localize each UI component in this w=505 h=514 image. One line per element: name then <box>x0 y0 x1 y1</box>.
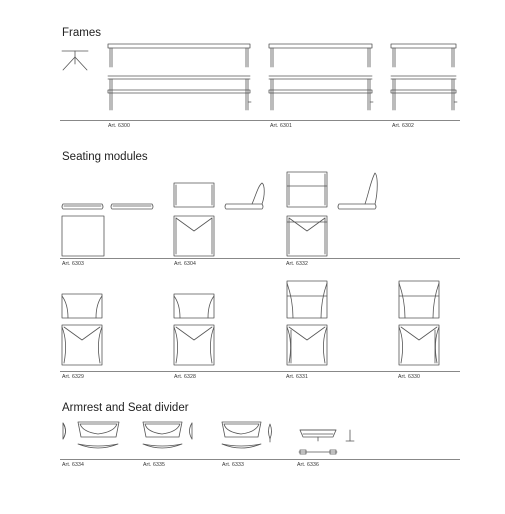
article-label-6330: Art. 6330 <box>398 374 420 380</box>
article-label-6304: Art. 6304 <box>174 261 196 267</box>
article-label-6300: Art. 6300 <box>108 123 130 129</box>
article-label-6331: Art. 6331 <box>286 374 308 380</box>
module-6303-drawing <box>62 204 153 256</box>
article-label-6328: Art. 6328 <box>174 374 196 380</box>
module-6329-drawing <box>62 294 102 365</box>
article-label-6333: Art. 6333 <box>222 462 244 468</box>
frame-6300-top-view-drawing <box>108 44 250 67</box>
frames-title: Frames <box>62 27 101 39</box>
article-label-6334: Art. 6334 <box>62 462 84 468</box>
article-label-6302: Art. 6302 <box>392 123 414 129</box>
seating-modules-title: Seating modules <box>62 151 148 163</box>
module-6332-drawing <box>287 172 377 256</box>
armrest-6335-drawing <box>143 422 192 448</box>
module-6331-drawing <box>287 281 327 365</box>
frame-6301-top-view-drawing <box>269 44 372 67</box>
armrest-6333-drawing <box>222 422 272 448</box>
frame-6300-side-view-drawing <box>108 76 251 110</box>
article-label-6336: Art. 6336 <box>297 462 319 468</box>
frame-6301-side-view-drawing <box>269 76 373 110</box>
module-6304-drawing <box>174 183 264 256</box>
article-label-6329: Art. 6329 <box>62 374 84 380</box>
article-label-6301: Art. 6301 <box>270 123 292 129</box>
frame-leg-detail-drawing <box>62 51 88 70</box>
article-label-6332: Art. 6332 <box>286 261 308 267</box>
armrest-divider-title: Armrest and Seat divider <box>62 402 189 414</box>
article-label-6303: Art. 6303 <box>62 261 84 267</box>
frame-6302-side-view-drawing <box>391 76 457 110</box>
armrest-6334-drawing <box>63 422 119 448</box>
seat-divider-6336-drawing <box>299 430 354 454</box>
frame-6302-top-view-drawing <box>391 44 456 67</box>
module-6328-drawing <box>174 294 214 365</box>
article-label-6335: Art. 6335 <box>143 462 165 468</box>
module-6330-drawing <box>399 281 439 365</box>
